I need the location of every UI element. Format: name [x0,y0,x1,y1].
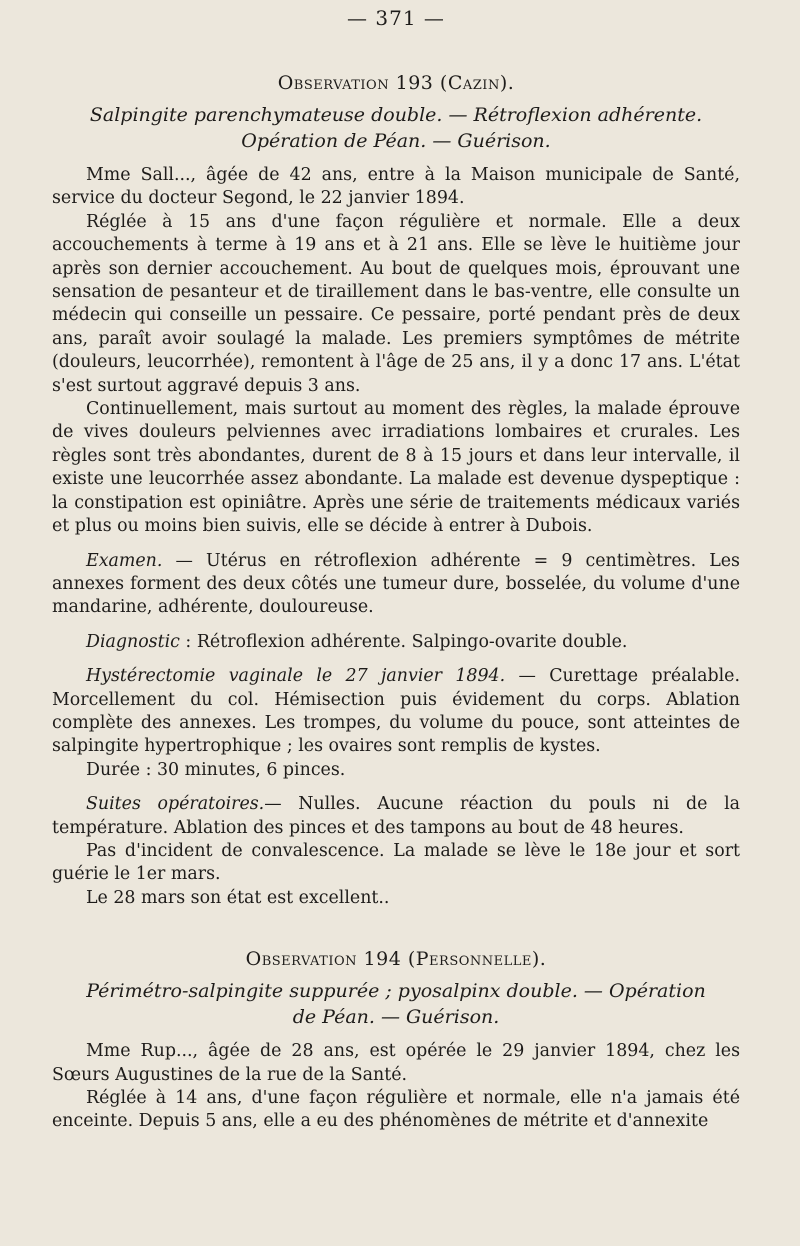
observation-193 [52,72,740,910]
suites-lead: Suites opératoires. [86,794,265,815]
hysterectomie-paragraph [52,665,740,759]
examen-text: — Utérus en rétroflexion adhérente = 9 centimètres. Les annexes forment des deux côtés une tumeur dure, bosselée, du volume d'une mandarine, adhérente, douloureuse. [52,550,740,618]
diagnostic-text: : Rétroflexion adhérente. Salpingo-ovarite double. [179,631,628,652]
final-paragraph: Le 28 mars son état est excellent.. [86,887,390,908]
observation-194-heading: Observation 194 (Personnelle). [245,948,547,971]
suites-text: — Nulles. Aucune réaction du pouls ni de la température. Ablation des pinces et des tampons au bout de 48 heures. [52,794,741,838]
page-number: — 371 — [347,6,445,30]
examen-paragraph [52,550,740,620]
patient-intro-paragraph: Mme Sall..., âgée de 42 ans, entre à la Maison municipale de Santé, service du docteur Segond, le 22 janvier 1894. [52,165,740,209]
observation-194 [52,948,740,1134]
symptoms-paragraph: Continuellement, mais surtout au moment des règles, la malade éprouve de vives douleurs pelviennes avec irradiations lombaires et crurales. Les règles sont très abondantes, durent de 8 à 15 jours et dans leur intervalle, il existe une leucorrhée assez abondante. La malade est devenue dyspeptique : la constipation est opiniâtre. Après une série de traitements médicaux variés et plus ou moins bien suivis, elle se décide à entrer à Dubois. [52,399,740,537]
observation-193-subtitle-line2: Opération de Péan. — Guérison. [241,130,551,152]
diagnostic-lead: Diagnostic [86,631,180,652]
history-paragraph: Réglée à 14 ans, d'une façon régulière et normale, elle n'a jamais été enceinte. Depuis 5 ans, elle a eu des phénomènes de métrite et d'annexite [52,1088,740,1132]
observation-193-subtitle-line1: Salpingite parenchymateuse double. — Rétroflexion adhérente. [89,104,703,126]
incident-paragraph: Pas d'incident de convalescence. La malade se lève le 18e jour et sort guérie le 1er mars. [52,840,740,885]
examen-lead: Examen. [86,550,163,571]
observation-193-heading: Observation 193 (Cazin). [277,72,515,94]
duree-paragraph: Durée : 30 minutes, 6 pinces. [86,759,346,780]
suites-paragraph [52,793,740,840]
observation-193-subtitle [52,102,740,154]
observation-194-subtitle-line2: de Péan. — Guérison. [292,1006,500,1029]
observation-194-subtitle-line1: Périmétro-salpingite suppurée ; pyosalpinx double. — Opération [86,980,706,1003]
diagnostic-paragraph [52,631,740,654]
patient-intro-paragraph: Mme Rup..., âgée de 28 ans, est opérée le 29 janvier 1894, chez les Sœurs Augustines de la rue de la Santé. [52,1041,740,1085]
history-paragraph: Réglée à 15 ans d'une façon régulière et normale. Elle a deux accouchements à terme à 19 ans et à 21 ans. Elle se lève le huitième jour après son dernier accouchement. Au bout de quelques mois, éprouvant une sensation de pesanteur et de tiraillement dans le bas-ventre, elle consulte un médecin qui conseille un pessaire. Ce pessaire, porté pendant près de deux ans, paraît avoir soulagé la malade. Les premiers symptômes de métrite (douleurs, leucorrhée), remontent à l'âge de 25 ans, il y a donc 17 ans. L'état s'est surtout aggravé depuis 3 ans. [52,211,740,396]
observation-194-subtitle [52,978,740,1030]
hysterectomie-lead: Hystérectomie vaginale le 27 janvier 1894. [86,666,506,687]
hysterectomie-text: — Curettage préalable. Morcellement du col. Hémisection puis évidement du corps. Ablation complète des annexes. Les trompes, du volume du pouce, sont atteintes de salpingite hypertrophique ; les ovaires sont remplis de kystes. [52,666,740,757]
